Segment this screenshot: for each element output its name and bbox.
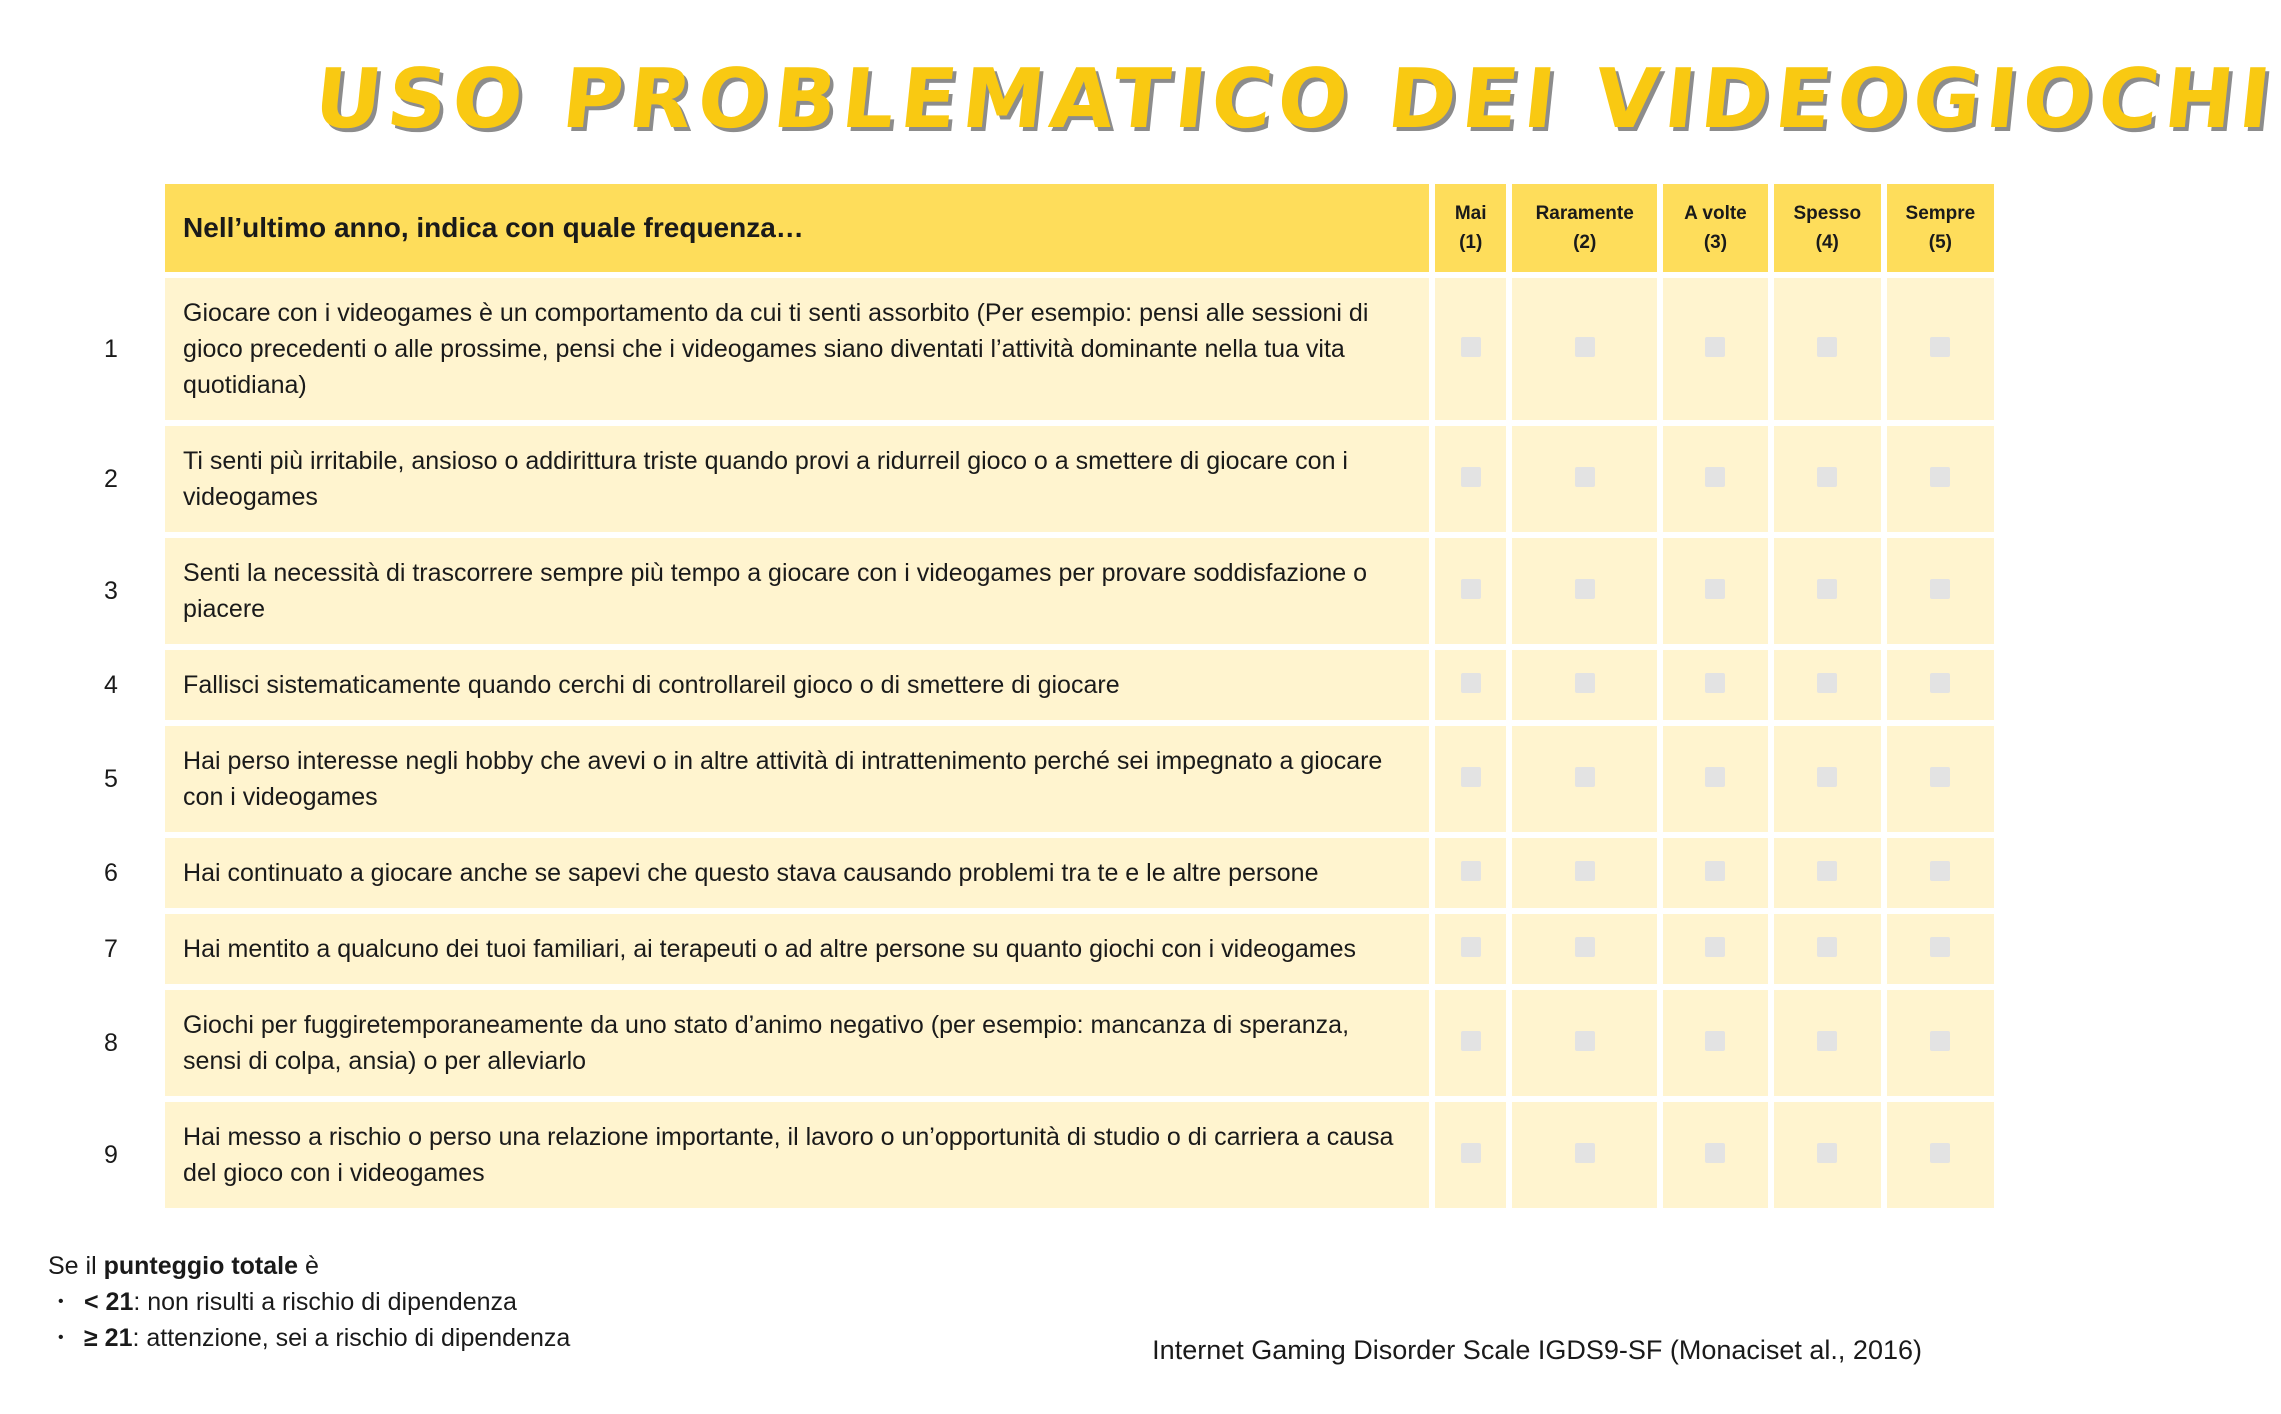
answer-checkbox-mai[interactable] xyxy=(1461,467,1481,487)
question-text: Giochi per fuggiretemporaneamente da uno stato d’animo negativo (per esempio: mancanza di speranza, sensi di colpa, ansia) o per alleviarlo xyxy=(165,990,1429,1096)
answer-cell-spesso xyxy=(1774,838,1881,908)
question-row xyxy=(104,726,1994,832)
answer-cell-spesso xyxy=(1774,538,1881,644)
answer-cell-raramente xyxy=(1512,914,1657,984)
question-number: 1 xyxy=(104,278,159,420)
answer-cell-mai xyxy=(1435,1102,1506,1208)
answer-cell-a-volte xyxy=(1663,538,1768,644)
answer-checkbox-a-volte[interactable] xyxy=(1705,579,1725,599)
option-header-sempre: Sempre (5) xyxy=(1887,184,1994,272)
question-row xyxy=(104,838,1994,908)
answer-cell-a-volte xyxy=(1663,278,1768,420)
answer-checkbox-sempre[interactable] xyxy=(1930,861,1950,881)
answer-checkbox-raramente[interactable] xyxy=(1575,579,1595,599)
answer-checkbox-mai[interactable] xyxy=(1461,937,1481,957)
answer-checkbox-raramente[interactable] xyxy=(1575,1031,1595,1051)
question-text: Hai messo a rischio o perso una relazione importante, il lavoro o un’opportunità di studio o di carriera a causa del gioco con i videogames xyxy=(165,1102,1429,1208)
question-row xyxy=(104,278,1994,420)
answer-checkbox-a-volte[interactable] xyxy=(1705,767,1725,787)
answer-cell-spesso xyxy=(1774,990,1881,1096)
answer-checkbox-a-volte[interactable] xyxy=(1705,673,1725,693)
question-number: 9 xyxy=(104,1102,159,1208)
questionnaire-table xyxy=(98,178,2000,1214)
answer-checkbox-sempre[interactable] xyxy=(1930,337,1950,357)
question-number: 8 xyxy=(104,990,159,1096)
question-number: 6 xyxy=(104,838,159,908)
question-text: Giocare con i videogames è un comportamento da cui ti senti assorbito (Per esempio: pensi alle sessioni di gioco precedenti o alle prossime, pensi che i videogames siano diventati l’attività dominante nella tua vita quotidiana) xyxy=(165,278,1429,420)
answer-checkbox-a-volte[interactable] xyxy=(1705,467,1725,487)
option-header-a-volte: A volte (3) xyxy=(1663,184,1768,272)
answer-cell-spesso xyxy=(1774,426,1881,532)
answer-checkbox-a-volte[interactable] xyxy=(1705,1031,1725,1051)
question-text: Hai mentito a qualcuno dei tuoi familiari, ai terapeuti o ad altre persone su quanto giochi con i videogames xyxy=(165,914,1429,984)
scoring-list xyxy=(48,1284,570,1356)
question-row xyxy=(104,538,1994,644)
option-header-raramente: Raramente (2) xyxy=(1512,184,1657,272)
answer-cell-a-volte xyxy=(1663,726,1768,832)
answer-checkbox-spesso[interactable] xyxy=(1817,861,1837,881)
answer-cell-a-volte xyxy=(1663,914,1768,984)
answer-cell-mai xyxy=(1435,838,1506,908)
question-row xyxy=(104,990,1994,1096)
answer-checkbox-spesso[interactable] xyxy=(1817,467,1837,487)
answer-cell-sempre xyxy=(1887,650,1994,720)
question-number: 7 xyxy=(104,914,159,984)
answer-checkbox-mai[interactable] xyxy=(1461,579,1481,599)
question-row xyxy=(104,650,1994,720)
citation: Internet Gaming Disorder Scale IGDS9-SF (Monaciset al., 2016) xyxy=(1152,1335,1922,1365)
answer-checkbox-sempre[interactable] xyxy=(1930,767,1950,787)
answer-checkbox-mai[interactable] xyxy=(1461,1031,1481,1051)
answer-cell-sempre xyxy=(1887,278,1994,420)
scoring-intro: Se il punteggio totale è xyxy=(48,1252,319,1280)
scoring-legend xyxy=(48,1248,570,1356)
answer-checkbox-raramente[interactable] xyxy=(1575,673,1595,693)
answer-checkbox-a-volte[interactable] xyxy=(1705,937,1725,957)
answer-cell-sempre xyxy=(1887,426,1994,532)
table-header-row xyxy=(104,184,1994,272)
answer-cell-spesso xyxy=(1774,726,1881,832)
answer-checkbox-mai[interactable] xyxy=(1461,673,1481,693)
answer-checkbox-raramente[interactable] xyxy=(1575,861,1595,881)
question-text: Ti senti più irritabile, ansioso o addirittura triste quando provi a ridurreil gioco o a smettere di giocare con i videogames xyxy=(165,426,1429,532)
answer-cell-raramente xyxy=(1512,726,1657,832)
answer-checkbox-spesso[interactable] xyxy=(1817,673,1837,693)
answer-cell-spesso xyxy=(1774,278,1881,420)
question-text: Hai continuato a giocare anche se sapevi che questo stava causando problemi tra te e le altre persone xyxy=(165,838,1429,908)
answer-checkbox-raramente[interactable] xyxy=(1575,937,1595,957)
option-header-spesso: Spesso (4) xyxy=(1774,184,1881,272)
answer-checkbox-raramente[interactable] xyxy=(1575,767,1595,787)
answer-checkbox-mai[interactable] xyxy=(1461,861,1481,881)
number-column-header xyxy=(104,184,159,272)
answer-cell-a-volte xyxy=(1663,650,1768,720)
answer-cell-sempre xyxy=(1887,914,1994,984)
answer-cell-raramente xyxy=(1512,990,1657,1096)
answer-cell-mai xyxy=(1435,650,1506,720)
answer-cell-mai xyxy=(1435,426,1506,532)
question-text: Senti la necessità di trascorrere sempre più tempo a giocare con i videogames per provare soddisfazione o piacere xyxy=(165,538,1429,644)
answer-checkbox-a-volte[interactable] xyxy=(1705,1143,1725,1163)
answer-checkbox-spesso[interactable] xyxy=(1817,1031,1837,1051)
question-row xyxy=(104,1102,1994,1208)
answer-cell-spesso xyxy=(1774,1102,1881,1208)
question-row xyxy=(104,914,1994,984)
answer-cell-mai xyxy=(1435,538,1506,644)
question-row xyxy=(104,426,1994,532)
question-number: 5 xyxy=(104,726,159,832)
question-text: Fallisci sistematicamente quando cerchi di controllareil gioco o di smettere di giocare xyxy=(165,650,1429,720)
answer-checkbox-spesso[interactable] xyxy=(1817,1143,1837,1163)
answer-checkbox-mai[interactable] xyxy=(1461,1143,1481,1163)
answer-cell-mai xyxy=(1435,914,1506,984)
answer-cell-sempre xyxy=(1887,838,1994,908)
answer-cell-raramente xyxy=(1512,1102,1657,1208)
answer-cell-a-volte xyxy=(1663,990,1768,1096)
answer-cell-a-volte xyxy=(1663,838,1768,908)
answer-checkbox-sempre[interactable] xyxy=(1930,579,1950,599)
answer-checkbox-spesso[interactable] xyxy=(1817,937,1837,957)
answer-cell-mai xyxy=(1435,990,1506,1096)
option-header-mai: Mai (1) xyxy=(1435,184,1506,272)
scoring-item-high: • ≥ 21: attenzione, sei a rischio di dipendenza xyxy=(84,1320,570,1356)
answer-cell-spesso xyxy=(1774,650,1881,720)
answer-cell-sempre xyxy=(1887,1102,1994,1208)
answer-checkbox-spesso[interactable] xyxy=(1817,767,1837,787)
answer-checkbox-sempre[interactable] xyxy=(1930,673,1950,693)
scoring-item-low: • < 21: non risulti a rischio di dipendenza xyxy=(84,1284,570,1320)
answer-cell-sempre xyxy=(1887,538,1994,644)
answer-checkbox-a-volte[interactable] xyxy=(1705,337,1725,357)
answer-cell-sempre xyxy=(1887,726,1994,832)
question-number: 4 xyxy=(104,650,159,720)
answer-checkbox-sempre[interactable] xyxy=(1930,1031,1950,1051)
answer-cell-mai xyxy=(1435,726,1506,832)
answer-cell-spesso xyxy=(1774,914,1881,984)
answer-checkbox-mai[interactable] xyxy=(1461,767,1481,787)
answer-cell-raramente xyxy=(1512,838,1657,908)
answer-checkbox-a-volte[interactable] xyxy=(1705,861,1725,881)
answer-checkbox-raramente[interactable] xyxy=(1575,1143,1595,1163)
answer-checkbox-mai[interactable] xyxy=(1461,337,1481,357)
answer-cell-raramente xyxy=(1512,538,1657,644)
answer-checkbox-sempre[interactable] xyxy=(1930,937,1950,957)
question-number: 2 xyxy=(104,426,159,532)
answer-checkbox-raramente[interactable] xyxy=(1575,467,1595,487)
page-title: USO PROBLEMATICO DEI VIDEOGIOCHI xyxy=(310,52,2281,147)
question-number: 3 xyxy=(104,538,159,644)
answer-checkbox-raramente[interactable] xyxy=(1575,337,1595,357)
answer-checkbox-sempre[interactable] xyxy=(1930,467,1950,487)
question-text: Hai perso interesse negli hobby che avevi o in altre attività di intrattenimento perché sei impegnato a giocare con i videogames xyxy=(165,726,1429,832)
answer-cell-raramente xyxy=(1512,650,1657,720)
answer-checkbox-spesso[interactable] xyxy=(1817,579,1837,599)
answer-cell-sempre xyxy=(1887,990,1994,1096)
answer-cell-mai xyxy=(1435,278,1506,420)
answer-cell-a-volte xyxy=(1663,426,1768,532)
answer-checkbox-spesso[interactable] xyxy=(1817,337,1837,357)
answer-cell-raramente xyxy=(1512,426,1657,532)
answer-checkbox-sempre[interactable] xyxy=(1930,1143,1950,1163)
question-header: Nell’ultimo anno, indica con quale frequenza… xyxy=(165,184,1429,272)
answer-cell-a-volte xyxy=(1663,1102,1768,1208)
answer-cell-raramente xyxy=(1512,278,1657,420)
